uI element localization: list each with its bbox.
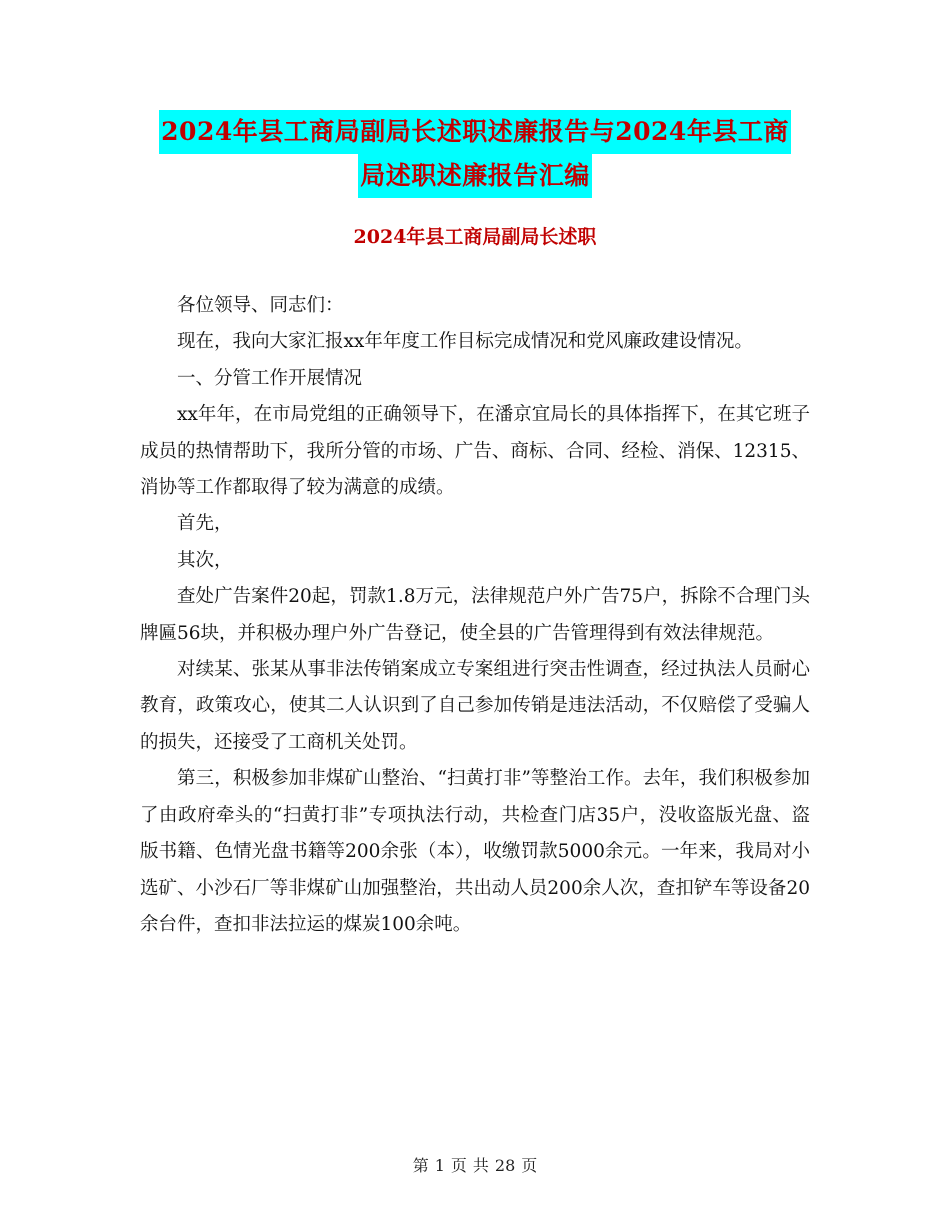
page-current: 1 (434, 1156, 445, 1175)
paragraph-first: 首先， (177, 513, 233, 535)
page-suffix: 页 (521, 1156, 538, 1175)
page-prefix: 第 (412, 1156, 429, 1175)
body-text (140, 288, 810, 943)
title-line-2: 局述职述廉报告汇编 (358, 154, 592, 198)
paragraph-ad-cases: 查处广告案件20起，罚款1.8万元，法律规范户外广告75户，拆除不合理门头牌匾56块，并积极办理户外广告登记，使全县的广告管理得到有效法律规范。 (140, 586, 810, 644)
paragraph-intro: 现在，我向大家汇报xx年年度工作目标完成情况和党风廉政建设情况。 (177, 331, 753, 353)
page-total-prefix: 共 (472, 1156, 489, 1175)
paragraph-second: 其次， (177, 549, 233, 571)
paragraph-greeting: 各位领导、同志们： (177, 295, 344, 316)
page-mid: 页 (450, 1156, 467, 1175)
section-heading-1: 一、分管工作开展情况 (177, 367, 363, 389)
page-total: 28 (494, 1156, 516, 1175)
section-subtitle: 2024年县工商局副局长述职 (353, 226, 597, 248)
document-title (140, 110, 810, 198)
title-line-1: 2024年县工商局副局长述职述廉报告与2024年县工商 (159, 110, 791, 154)
page-footer (0, 1154, 950, 1178)
paragraph-third: 第三，积极参加非煤矿山整治、“扫黄打非”等整治工作。去年，我们积极参加了由政府牵头的“扫黄打非”专项执法行动，共检查门店35户，没收盗版光盘、盗版书籍、色情光盘书籍等200余张（本），收缴罚款5000余元。一年来，我局对小选矿、小沙石厂等非煤矿山加强整治，共出动人员200余人次，查扣铲车等设备20余台件，查扣非法拉运的煤炭100余吨。 (140, 768, 810, 935)
paragraph-overview: xx年年，在市局党组的正确领导下，在潘京宜局长的具体指挥下，在其它班子成员的热情帮助下，我所分管的市场、广告、商标、合同、经检、消保、12315、消协等工作都取得了较为满意的成绩。 (140, 404, 810, 499)
paragraph-mlm-case: 对续某、张某从事非法传销案成立专案组进行突击性调查，经过执法人员耐心教育，政策攻心，使其二人认识到了自己参加传销是违法活动，不仅赔偿了受骗人的损失，还接受了工商机关处罚。 (140, 659, 810, 753)
